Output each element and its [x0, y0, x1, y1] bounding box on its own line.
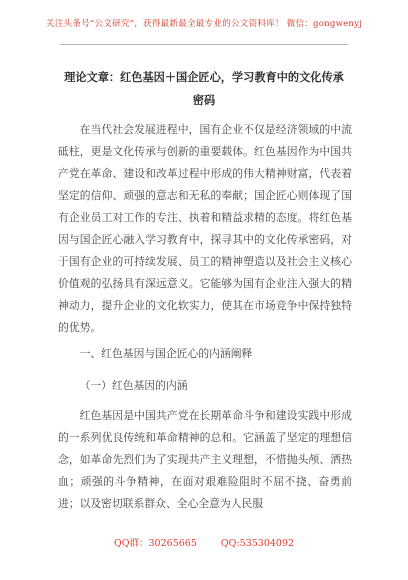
- title-line-1: 理论文章：红色基因＋国企匠心，学习教育中的文化传承: [64, 70, 344, 84]
- header-banner: 关注头条号“公文研究”，获得最新最全最专业的公文资料库！ 微信：gongwenyj: [45, 19, 363, 29]
- footer-qq-group: QQ群：30265665: [113, 538, 197, 549]
- paragraph-intro: 在当代社会发展进程中，国有企业不仅是经济领域的中流砥柱，更是文化传承与创新的重要载体。红色基因作为中国共产党在革命、建设和改革过程中形成的伟大精神财富，代表着坚定的信仰、顽强的意志和无私的奉献；国企匠心则体现了国有企业员工对工作的专注、执着和精益求精的态度。将红色基因与国企匠心融入学习教育中，探寻其中的文化传承密码，对于国有企业的可持续发展、员工的精神塑造以及社会主义核心价值观的弘扬具有深远意义。它能够为国有企业注入强大的精神动力，提升企业的文化软实力，使其在市场竞争中保持独特的优势。: [58, 123, 352, 334]
- footer-qq-number: QQ:535304092: [220, 538, 295, 549]
- document-title: [52, 66, 356, 112]
- title-line-2: 密码: [192, 93, 216, 107]
- paragraph-red-gene: 红色基因是中国共产党在长期革命斗争和建设实践中形成的一系列优良传统和革命精神的总和。它涵盖了坚定的理想信念，如革命先烈们为了实现共产主义理想，不惜抛头颅、洒热血；顽强的斗争精神，在面对艰难险阻时不屈不挠、奋勇前进；以及密切联系群众、全心全意为人民服: [58, 409, 352, 510]
- section-heading-1: 一、红色基因与国企匠心的内涵阐释: [79, 347, 253, 360]
- header-divider: [60, 44, 348, 45]
- footer-contact: [0, 535, 408, 549]
- subsection-heading-1: （一）红色基因的内涵: [79, 379, 188, 392]
